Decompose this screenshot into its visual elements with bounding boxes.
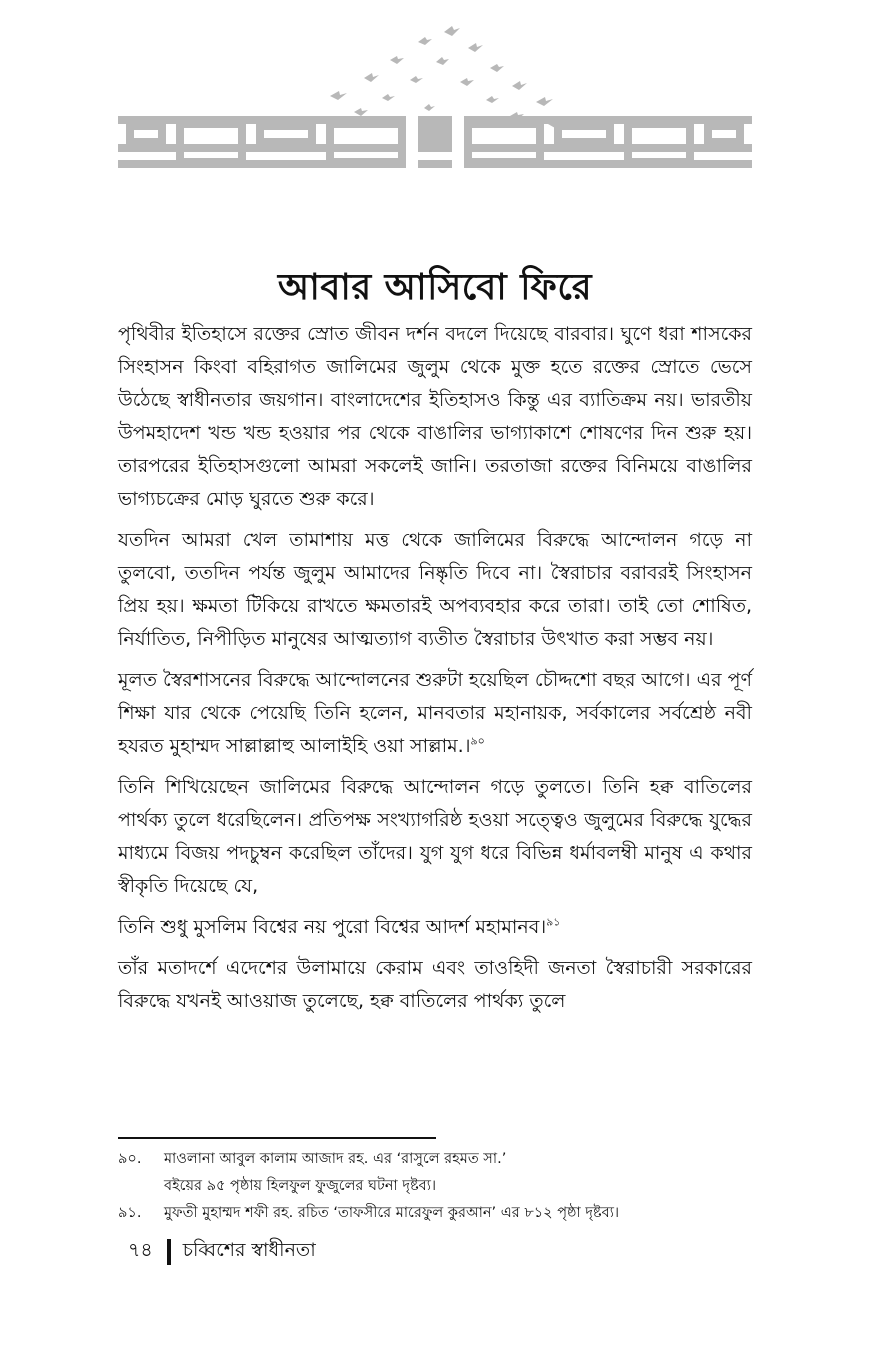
footnote-90 (118, 1146, 758, 1200)
paragraph-6: তাঁর মতাদর্শে এদেশের উলামায়ে কেরাম এবং তাওহিদী জনতা স্বৈরাচারী সরকারের বিরুদ্ধে যখনই আওয়াজ তুলেছে, হক্ব বাতিলের পার্থক্য তুলে (118, 957, 752, 1012)
paragraph-4: তিনি শিখিয়েছেন জালিমের বিরুদ্ধে আন্দোলন গড়ে তুলতে। তিনি হক্ব বাতিলের পার্থক্য তুলে ধরেছিলেন। প্রতিপক্ষ সংখ্যাগরিষ্ঠ হওয়া সত্ত্বেও জুলুমের বিরুদ্ধে যুদ্ধের মাধ্যমে বিজয় পদচুম্বন করেছিল তাঁদের। যুগ যুগ ধরে বিভিন্ন ধর্মাবলম্বী মানুষ এ কথার স্বীকৃতি দিয়েছে যে, (118, 776, 752, 897)
paragraph-5 (118, 911, 752, 944)
paragraph-5-text: তিনি শুধু মুসলিম বিশ্বের নয় পুরো বিশ্বের আদর্শ মহামানব। (118, 916, 547, 938)
footnote-text (164, 1146, 758, 1200)
chapter-title: আবার আসিবো ফিরে (277, 267, 593, 309)
footnote-number: ৯০. (118, 1151, 142, 1167)
page-number: ৭৪ (128, 1239, 153, 1261)
footnote-divider (118, 1137, 436, 1139)
paragraph-1: পৃথিবীর ইতিহাসে রক্তের স্রোত জীবন দর্শন বদলে দিয়েছে বারবার। ঘুণে ধরা শাসকের সিংহাসন কিংবা বহিরাগত জালিমের জুলুম থেকে মুক্ত হতে রক্তের স্রোতে ভেসে উঠেছে স্বাধীনতার জয়গান। বাংলাদেশের ইতিহাসও কিন্তু এর ব্যাতিক্রম নয়। ভারতীয় উপমহাদেশ খন্ড খন্ড হওয়ার পর থেকে বাঙালির ভাগ্যাকাশে শোষণের দিন শুরু হয়। তারপরের ইতিহাসগুলো আমরা সকলেই জানি। তরতাজা রক্তের বিনিময়ে বাঙালির ভাগ্যচক্রের মোড় ঘুরতে শুরু করে। (118, 323, 752, 510)
running-title: চব্বিশের স্বাধীনতা (182, 1239, 316, 1261)
footnote-text-line-2: বইয়ের ৯৫ পৃষ্ঠায় হিলফুল ফুজুলের ঘটনা দৃষ্টব্য। (164, 1178, 437, 1194)
page-footer (128, 1234, 316, 1270)
paragraph-2: যতদিন আমরা খেল তামাশায় মত্ত থেকে জালিমের বিরুদ্ধে আন্দোলন গড়ে না তুলবো, ততদিন পর্যন্ত জুলুম আমাদের নিষ্কৃতি দিবে না। স্বৈরাচার বরাবরই সিংহাসন প্রিয় হয়। ক্ষমতা টিকিয়ে রাখতে ক্ষমতারই অপব্যবহার করে তারা। তাই তো শোষিত, নির্যাতিত, নিপীড়িত মানুষের আত্মত্যাগ ব্যতীত স্বৈরাচার উৎখাত করা সম্ভব নয়। (118, 529, 752, 650)
footnote-text-line-1: মাওলানা আবুল কালাম আজাদ রহ. এর ‘রাসুলে রহমত সা.’ (164, 1151, 507, 1167)
paragraph-3-text: মূলত স্বৈরশাসনের বিরুদ্ধে আন্দোলনের শুরুটা হয়েছিল চৌদ্দশো বছর আগে। এর পূর্ণ শিক্ষা যার থেকে পেয়েছি তিনি হলেন, মানবতার মহানায়ক, সর্বকালের সর্বশ্রেষ্ঠ নবী হযরত মুহাম্মদ সাল্লাল্লাহু আলাইহি ওয়া সাল্লাম.। (118, 669, 752, 757)
footer-separator (167, 1239, 171, 1265)
footnote-ref-90[interactable]: ৯০ (470, 734, 485, 748)
footnote-text: মুফতী মুহাম্মদ শফী রহ. রচিত ‘তাফসীরে মারেফুল কুরআন’ এর ৮১২ পৃষ্ঠা দৃষ্টব্য। (164, 1205, 620, 1221)
footnote-ref-91[interactable]: ৯১ (546, 915, 561, 929)
broken-chain-with-birds-icon (118, 20, 752, 180)
footnote-number: ৯১. (118, 1205, 142, 1221)
body-text (118, 318, 752, 1026)
paragraph-3 (118, 664, 752, 763)
footnote-91 (118, 1200, 758, 1227)
footnotes (118, 1146, 758, 1227)
